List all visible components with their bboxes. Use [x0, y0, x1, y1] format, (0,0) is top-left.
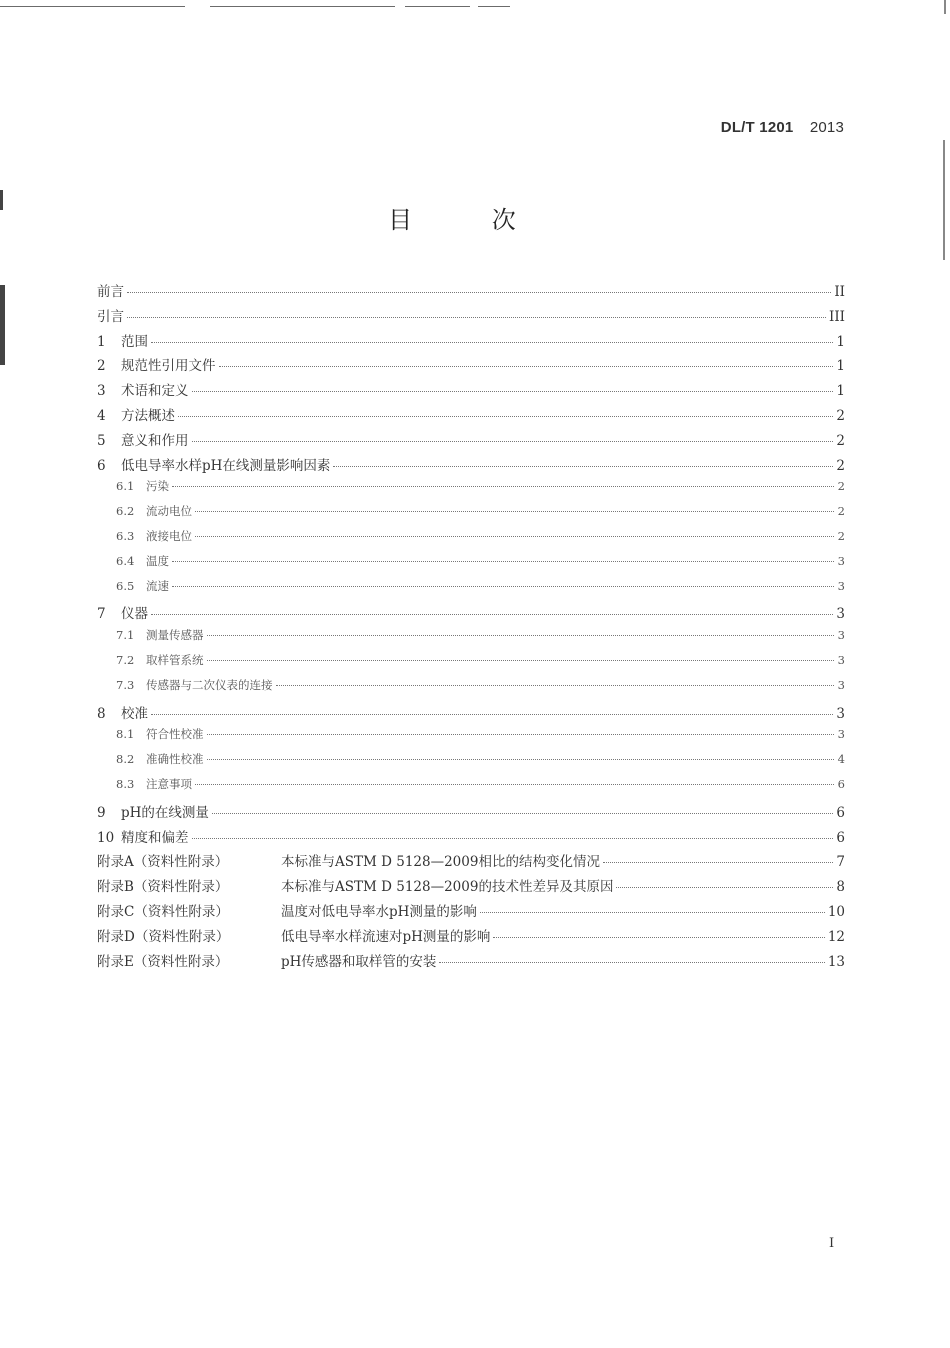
- toc-entry-number: 1: [97, 333, 106, 350]
- toc-entry-number: 附录B（资料性附录）: [97, 879, 229, 896]
- toc-entry-page: 12: [827, 928, 845, 945]
- toc-entry-title: 流动电位: [146, 504, 192, 519]
- scan-line: [0, 6, 185, 7]
- dot-leader: [616, 887, 833, 888]
- toc-entry[interactable]: [97, 429, 845, 454]
- table-of-contents: [97, 280, 845, 974]
- toc-entry[interactable]: [97, 826, 845, 851]
- toc-entry-page: II: [834, 284, 845, 300]
- toc-entry-page: 6: [836, 829, 845, 846]
- toc-entry-number: 6.5: [116, 578, 135, 593]
- toc-entry-page: 1: [836, 358, 845, 375]
- toc-entry-page: 2: [837, 504, 845, 519]
- toc-entry-page: 8: [836, 879, 845, 896]
- toc-entry-number: 8.1: [116, 727, 135, 742]
- dot-leader: [195, 784, 834, 785]
- scan-mark: [943, 140, 945, 260]
- dot-leader: [151, 342, 833, 343]
- dot-leader: [195, 511, 834, 512]
- toc-entry-page: 3: [836, 606, 845, 623]
- dot-leader: [127, 317, 826, 318]
- toc-entry-title: 温度: [146, 553, 169, 568]
- toc-entry-page: 10: [827, 903, 845, 920]
- dot-leader: [603, 862, 833, 863]
- dot-leader: [276, 685, 835, 686]
- toc-entry-number: 8: [97, 705, 106, 722]
- toc-entry-page: 3: [837, 553, 845, 568]
- toc-entry-page: 3: [837, 628, 845, 643]
- toc-entry-number: 10: [97, 829, 115, 846]
- toc-entry[interactable]: [97, 578, 845, 603]
- toc-entry-number: 附录E（资料性附录）: [97, 953, 229, 970]
- dot-leader: [480, 912, 825, 913]
- dot-leader: [207, 635, 835, 636]
- toc-entry-title: 低电导率水样pH在线测量影响因素: [121, 457, 331, 474]
- toc-entry-page: 2: [837, 479, 845, 494]
- dot-leader: [192, 441, 834, 442]
- toc-entry[interactable]: [97, 528, 845, 553]
- toc-entry[interactable]: [97, 751, 845, 776]
- dot-leader: [172, 561, 834, 562]
- toc-entry[interactable]: [97, 850, 845, 875]
- dot-leader: [178, 416, 833, 417]
- toc-entry-page: 7: [836, 854, 845, 871]
- toc-entry-page: 2: [836, 432, 845, 449]
- standard-header: [721, 119, 844, 136]
- toc-entry-page: 3: [837, 652, 845, 667]
- toc-entry-page: 1: [836, 333, 845, 350]
- dot-leader: [151, 614, 833, 615]
- dot-leader: [195, 536, 834, 537]
- toc-entry[interactable]: [97, 602, 845, 627]
- toc-entry-title: 液接电位: [146, 528, 192, 543]
- toc-entry-title: 精度和偏差: [121, 829, 189, 846]
- toc-entry-page: III: [829, 308, 845, 325]
- scan-line: [478, 6, 510, 7]
- toc-entry-number: 6.2: [116, 504, 135, 519]
- toc-entry-title: pH的在线测量: [121, 804, 209, 821]
- toc-entry-page: 3: [837, 578, 845, 593]
- toc-entry-page: 3: [836, 705, 845, 722]
- toc-entry-page: 3: [837, 677, 845, 692]
- toc-entry-number: 5: [97, 432, 106, 449]
- toc-entry-page: 3: [837, 727, 845, 742]
- toc-entry[interactable]: [97, 925, 845, 950]
- toc-entry-number: 7: [97, 606, 106, 623]
- toc-entry-page: 6: [836, 804, 845, 821]
- scan-mark: [944, 0, 946, 14]
- toc-entry-number: 8.3: [116, 776, 135, 791]
- toc-entry-title: 低电导率水样流速对pH测量的影响: [281, 928, 491, 945]
- toc-entry-number: 2: [97, 358, 106, 375]
- toc-entry[interactable]: [97, 875, 845, 900]
- toc-entry-title: 前言: [97, 284, 124, 300]
- toc-entry-title: 意义和作用: [121, 432, 189, 449]
- toc-entry-number: 7.3: [116, 677, 135, 692]
- standard-code: DL/T 1201: [720, 119, 794, 136]
- toc-entry-title: 方法概述: [121, 407, 175, 424]
- toc-entry[interactable]: [97, 354, 845, 379]
- toc-entry-number: 3: [97, 383, 106, 400]
- toc-entry-page: 2: [836, 457, 845, 474]
- toc-entry-page: 6: [837, 776, 845, 791]
- toc-entry-title: 规范性引用文件: [121, 358, 216, 375]
- toc-entry-number: 7.2: [116, 652, 135, 667]
- toc-entry-title: 符合性校准: [146, 727, 204, 742]
- toc-entry-page: 2: [836, 407, 845, 424]
- toc-entry[interactable]: [97, 280, 845, 305]
- toc-entry-title: 校准: [121, 705, 148, 722]
- toc-entry-number: 附录D（资料性附录）: [97, 928, 230, 945]
- toc-entry-number: 6.1: [116, 479, 135, 494]
- toc-entry-title: 范围: [121, 333, 148, 350]
- dot-leader: [207, 734, 835, 735]
- dot-leader: [212, 813, 833, 814]
- page-number: I: [829, 1236, 835, 1251]
- toc-entry-title: 仪器: [121, 606, 148, 623]
- dot-leader: [207, 759, 835, 760]
- dot-leader: [439, 962, 824, 963]
- toc-entry[interactable]: [97, 950, 845, 975]
- toc-entry[interactable]: [97, 900, 845, 925]
- toc-entry[interactable]: [97, 305, 845, 330]
- toc-entry[interactable]: [97, 478, 845, 503]
- dot-leader: [172, 586, 834, 587]
- dot-leader: [151, 714, 833, 715]
- toc-entry-number: 6.3: [116, 528, 135, 543]
- toc-entry-page: 2: [837, 528, 845, 543]
- toc-entry[interactable]: [97, 404, 845, 429]
- toc-entry-page: 1: [836, 383, 845, 400]
- scan-mark: [0, 285, 5, 365]
- toc-entry[interactable]: [97, 776, 845, 801]
- toc-entry-title: 准确性校准: [146, 752, 204, 767]
- page-title: 目 次: [388, 206, 552, 234]
- dot-leader: [192, 391, 834, 392]
- toc-entry[interactable]: [97, 379, 845, 404]
- toc-entry-number: 9: [97, 804, 106, 821]
- toc-entry-title: 注意事项: [146, 776, 192, 791]
- dot-leader: [219, 366, 834, 367]
- toc-entry[interactable]: [97, 627, 845, 652]
- dot-leader: [192, 838, 834, 839]
- toc-entry[interactable]: [97, 330, 845, 355]
- dot-leader: [127, 292, 831, 293]
- toc-entry-title: 污染: [146, 479, 169, 494]
- toc-entry-number: 4: [97, 407, 106, 424]
- toc-entry-title: 引言: [97, 308, 124, 325]
- toc-entry-page: 13: [827, 953, 845, 970]
- toc-entry[interactable]: [97, 503, 845, 528]
- scan-line: [210, 6, 395, 7]
- toc-entry-title: 温度对低电导率水pH测量的影响: [281, 903, 477, 920]
- toc-entry[interactable]: [97, 801, 845, 826]
- toc-entry-title: 本标准与ASTM D 5128—2009的技术性差异及其原因: [281, 879, 614, 896]
- toc-entry[interactable]: [97, 726, 845, 751]
- toc-entry-number: 6: [97, 457, 106, 474]
- toc-entry[interactable]: [97, 454, 845, 479]
- scan-line: [405, 6, 470, 7]
- dot-leader: [333, 466, 833, 467]
- toc-entry-title: pH传感器和取样管的安装: [281, 953, 437, 970]
- toc-entry[interactable]: [97, 553, 845, 578]
- toc-entry-title: 取样管系统: [146, 652, 204, 667]
- standard-year: 2013: [809, 119, 844, 136]
- toc-entry-title: 本标准与ASTM D 5128—2009相比的结构变化情况: [281, 854, 600, 871]
- dot-leader: [172, 486, 834, 487]
- toc-entry-title: 流速: [146, 578, 169, 593]
- toc-entry-number: 附录C（资料性附录）: [97, 903, 229, 920]
- toc-entry-number: 6.4: [116, 553, 135, 568]
- dot-leader: [207, 660, 835, 661]
- toc-entry-title: 测量传感器: [146, 628, 204, 643]
- toc-entry[interactable]: [97, 652, 845, 677]
- toc-entry-title: 传感器与二次仪表的连接: [146, 677, 273, 692]
- toc-entry-number: 7.1: [116, 628, 135, 643]
- toc-entry-page: 4: [837, 752, 845, 767]
- toc-entry-number: 附录A（资料性附录）: [97, 854, 229, 871]
- toc-entry[interactable]: [97, 677, 845, 702]
- toc-entry-title: 术语和定义: [121, 383, 189, 400]
- dot-leader: [493, 937, 824, 938]
- toc-entry[interactable]: [97, 702, 845, 727]
- toc-entry-number: 8.2: [116, 752, 135, 767]
